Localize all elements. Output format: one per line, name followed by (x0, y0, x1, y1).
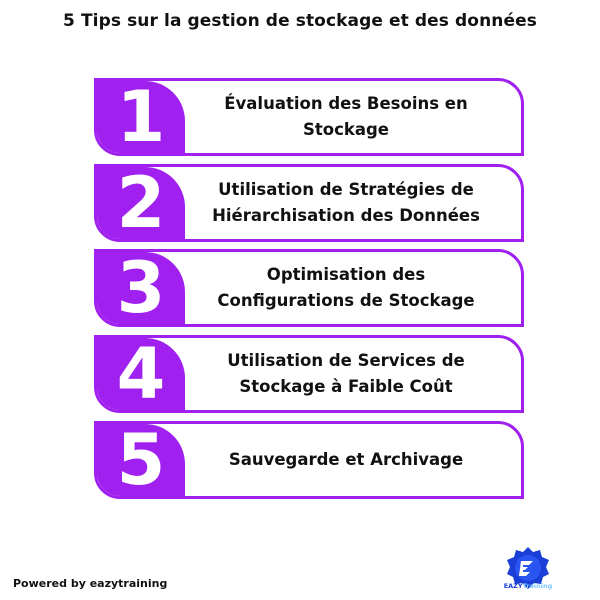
tip-number-block (97, 249, 185, 327)
tip-number: 4 (116, 335, 166, 413)
tip-number-block (97, 164, 185, 242)
tip-card-4 (94, 335, 524, 413)
powered-by-text: Powered by eazytraining (13, 577, 168, 590)
tip-text: Évaluation des Besoins en Stockage (224, 94, 468, 139)
logo-label (496, 582, 560, 590)
tip-text: Sauvegarde et Archivage (228, 450, 464, 470)
tip-card-1 (94, 78, 524, 156)
tip-number-block (97, 78, 185, 156)
tip-number-block (97, 335, 185, 413)
logo-label-accent: Training (522, 582, 553, 590)
tip-text: Optimisation des Configurations de Stockage (217, 265, 475, 310)
tip-card-5 (94, 421, 524, 499)
tip-number: 1 (116, 78, 166, 156)
tip-number: 3 (116, 249, 166, 327)
logo-label-main: EAZY (503, 582, 523, 590)
tip-card-3 (94, 249, 524, 327)
tip-text: Utilisation de Stratégies de Hiérarchisation des Données (212, 180, 480, 225)
tip-text: Utilisation de Services de Stockage à Faible Coût (227, 351, 465, 396)
tip-card-2 (94, 164, 524, 242)
tip-number: 2 (116, 164, 166, 242)
tip-number: 5 (116, 421, 166, 499)
tip-number-block (97, 421, 185, 499)
page-title: 5 Tips sur la gestion de stockage et des données (63, 11, 537, 31)
